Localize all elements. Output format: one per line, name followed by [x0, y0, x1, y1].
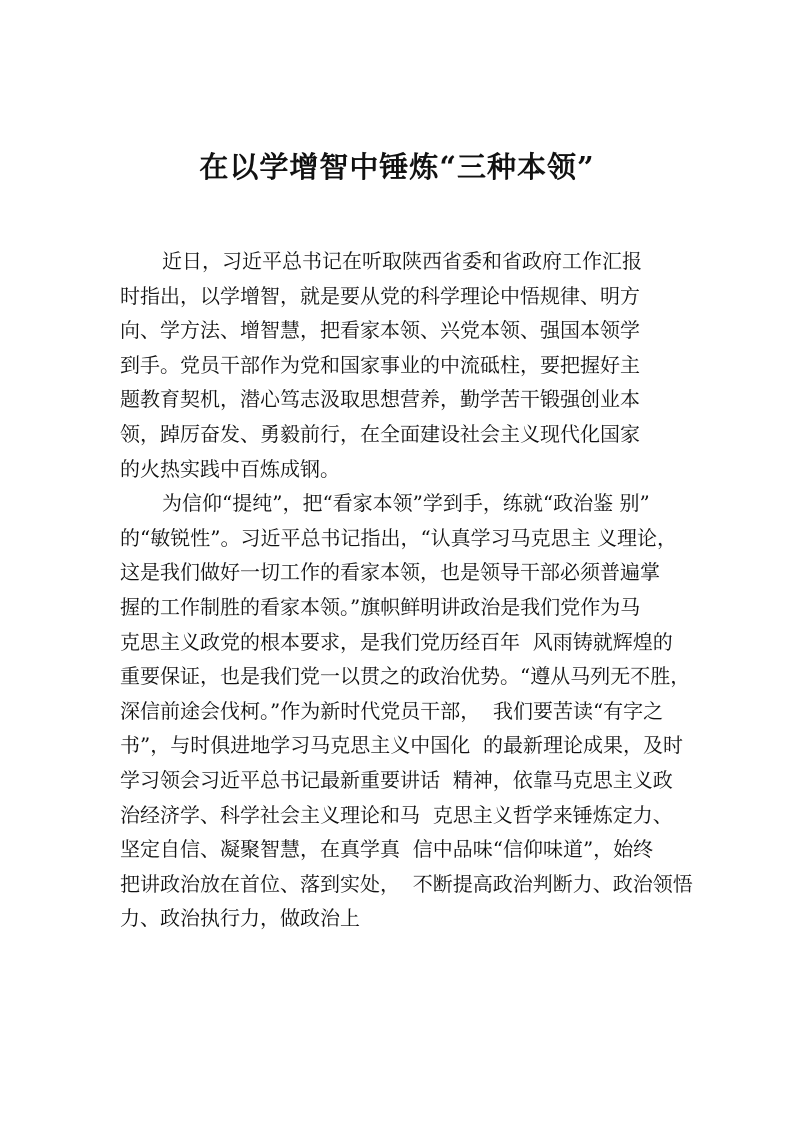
paragraph-line: 重要保证，也是我们党一以贯之的政治优势。“遵从马列无不胜，: [120, 664, 691, 689]
document-title: 在以学增智中锤炼“三种本领”: [199, 150, 595, 184]
paragraph-line: 学习领会习近平总书记最新重要讲话 精神，依靠马克思主义政: [120, 767, 673, 792]
paragraph-line: 近日，习近平总书记在听取陕西省委和省政府工作汇报: [162, 249, 642, 273]
paragraph-line: 题教育契机，潜心笃志汲取思想营养，勤学苦干锻强创业本: [120, 387, 640, 412]
paragraph-line: 到手。党员干部作为党和国家事业的中流砥柱，要把握好主: [120, 352, 640, 377]
paragraph-line: 时指出，以学增智，就是要从党的科学理论中悟规律、明方: [120, 283, 640, 308]
paragraph-line: 握的工作制胜的看家本领。”旗帜鲜明讲政治是我们党作为马: [120, 594, 641, 619]
paragraph-line: 的火热实践中百炼成钢。: [120, 456, 340, 481]
paragraph-line: 这是我们做好一切工作的看家本领，也是领导干部必须普遍掌: [120, 560, 660, 585]
paragraph-line: 向、学方法、增智慧，把看家本领、兴党本领、强国本领学: [120, 318, 640, 343]
paragraph-line: 为信仰“提纯”，把“看家本领”学到手，练就“政治鉴 别”: [162, 491, 650, 516]
paragraph-line: 领，踔厉奋发、勇毅前行，在全面建设社会主义现代化国家: [120, 421, 640, 446]
paragraph-line: 把讲政治放在首位、落到实处， 不断提高政治判断力、政治领悟: [120, 871, 693, 896]
paragraph-line: 坚定自信、凝聚智慧，在真学真 信中品味“信仰味道”，始终: [120, 837, 654, 862]
paragraph-line: 的“敏锐性”。习近平总书记指出，“认真学习马克思主 义理论，: [120, 525, 678, 550]
paragraph-line: 深信前途会伐柯。”作为新时代党员干部， 我们要苦读“有字之: [120, 698, 664, 723]
paragraph-line: 书”，与时俱进地学习马克思主义中国化 的最新理论成果，及时: [120, 733, 683, 758]
paragraph-line: 克思主义政党的根本要求，是我们党历经百年 风雨铸就辉煌的: [120, 629, 673, 654]
document-body: [120, 244, 700, 936]
paragraph-line: 力、政治执行力，做政治上: [120, 906, 360, 931]
paragraph-line: 治经济学、科学社会主义理论和马 克思主义哲学来锤炼定力、: [120, 802, 673, 827]
